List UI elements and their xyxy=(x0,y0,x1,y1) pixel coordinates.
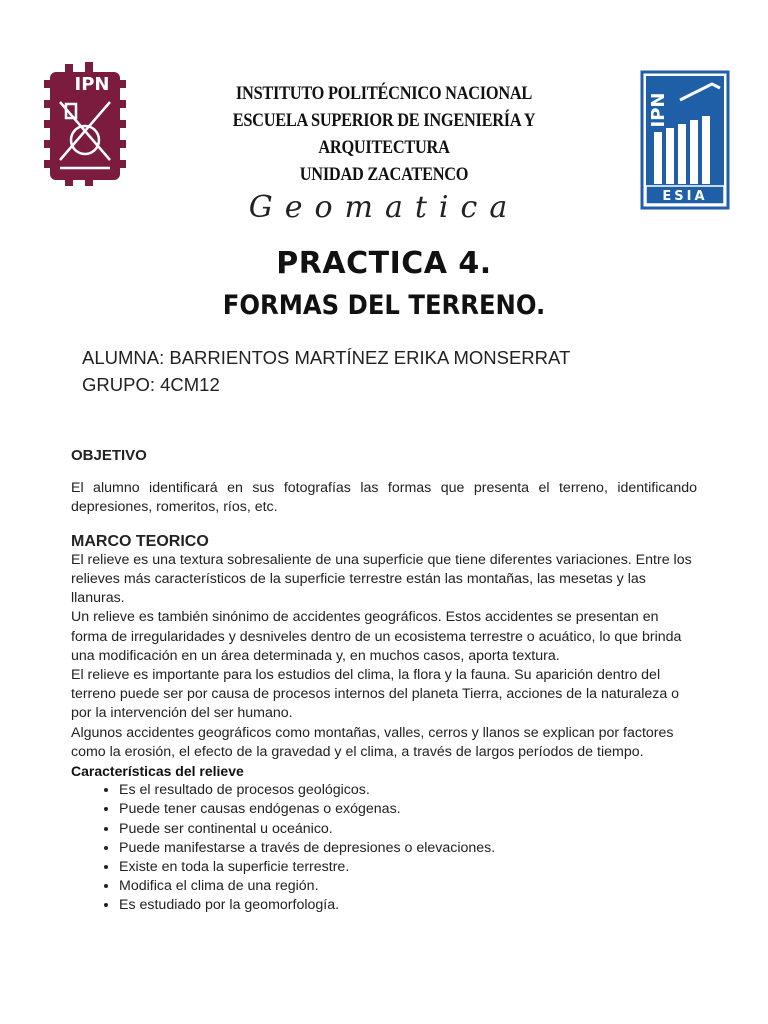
framework-paragraph: El relieve es una textura sobresaliente de una superficie que tiene diferentes variaciones. Entre los relieves más característicos de la superficie terrestre están las montañas, las mesetas y las llanuras. xyxy=(71,551,692,607)
subject-title: Geomatica xyxy=(248,190,520,225)
objective-text: El alumno identificará en sus fotografías las formas que presenta el terreno, identificando depresiones, romeritos, ríos, etc. xyxy=(71,480,697,516)
esia-logo-ipn-text: IPN xyxy=(648,92,669,128)
framework-paragraph: Un relieve es también sinónimo de accidentes geográficos. Estos accidentes se presentan en forma de irregularidades y desniveles dentro de un ecosistema terrestre o acuático, lo que brinda una modificación en un área determinada y, en muchos casos, aporta textura. xyxy=(71,609,682,664)
framework-paragraph: Algunos accidentes geográficos como montañas, valles, cerros y llanos se explican por factores como la erosión, el efecto de la gravedad y el clima, a través de largos períodos de tiempo. xyxy=(71,724,674,760)
framework-heading: MARCO TEORICO xyxy=(71,532,209,550)
campus-name: UNIDAD ZACATENCO xyxy=(299,164,469,185)
institution-name: INSTITUTO POLITÉCNICO NACIONAL xyxy=(235,83,533,104)
list-item: • Modifica el clima de una región. xyxy=(119,877,697,896)
ipn-seal-text: IPN xyxy=(74,74,110,95)
list-item: • Es estudiado por la geomorfología. xyxy=(119,896,697,915)
student-name: ALUMNA: BARRIENTOS MARTÍNEZ ERIKA MONSERRAT xyxy=(82,347,571,368)
list-item: • Puede manifestarse a través de depresiones o elevaciones. xyxy=(119,839,697,858)
objective-heading: OBJETIVO xyxy=(71,447,147,464)
institution-header xyxy=(174,80,594,188)
characteristics-heading: Características del relieve xyxy=(71,763,244,780)
characteristics-list xyxy=(71,781,697,915)
esia-logo-text: ESIA xyxy=(662,189,708,204)
student-group: GRUPO: 4CM12 xyxy=(82,374,220,395)
student-info xyxy=(82,344,570,398)
list-item: • Es el resultado de procesos geológicos. xyxy=(119,781,697,800)
list-item: • Existe en toda la superficie terrestre. xyxy=(119,858,697,877)
topic-title: FORMAS DEL TERRENO. xyxy=(222,290,546,321)
esia-logo xyxy=(640,70,730,210)
ipn-seal-logo xyxy=(40,60,130,190)
framework-paragraph: El relieve es importante para los estudios del clima, la flora y la fauna. Su aparición dentro del terreno puede ser por causa de procesos internos del planeta Tierra, acciones de la naturaleza o por la intervención del ser humano. xyxy=(71,667,680,722)
list-item: • Puede tener causas endógenas o exógenas. xyxy=(119,800,697,819)
practice-title: PRACTICA 4. xyxy=(276,246,492,281)
document-body xyxy=(71,446,697,916)
list-item: • Puede ser continental u oceánico. xyxy=(119,820,697,839)
school-name: ESCUELA SUPERIOR DE INGENIERÍA Y ARQUITECTURA xyxy=(232,110,536,158)
